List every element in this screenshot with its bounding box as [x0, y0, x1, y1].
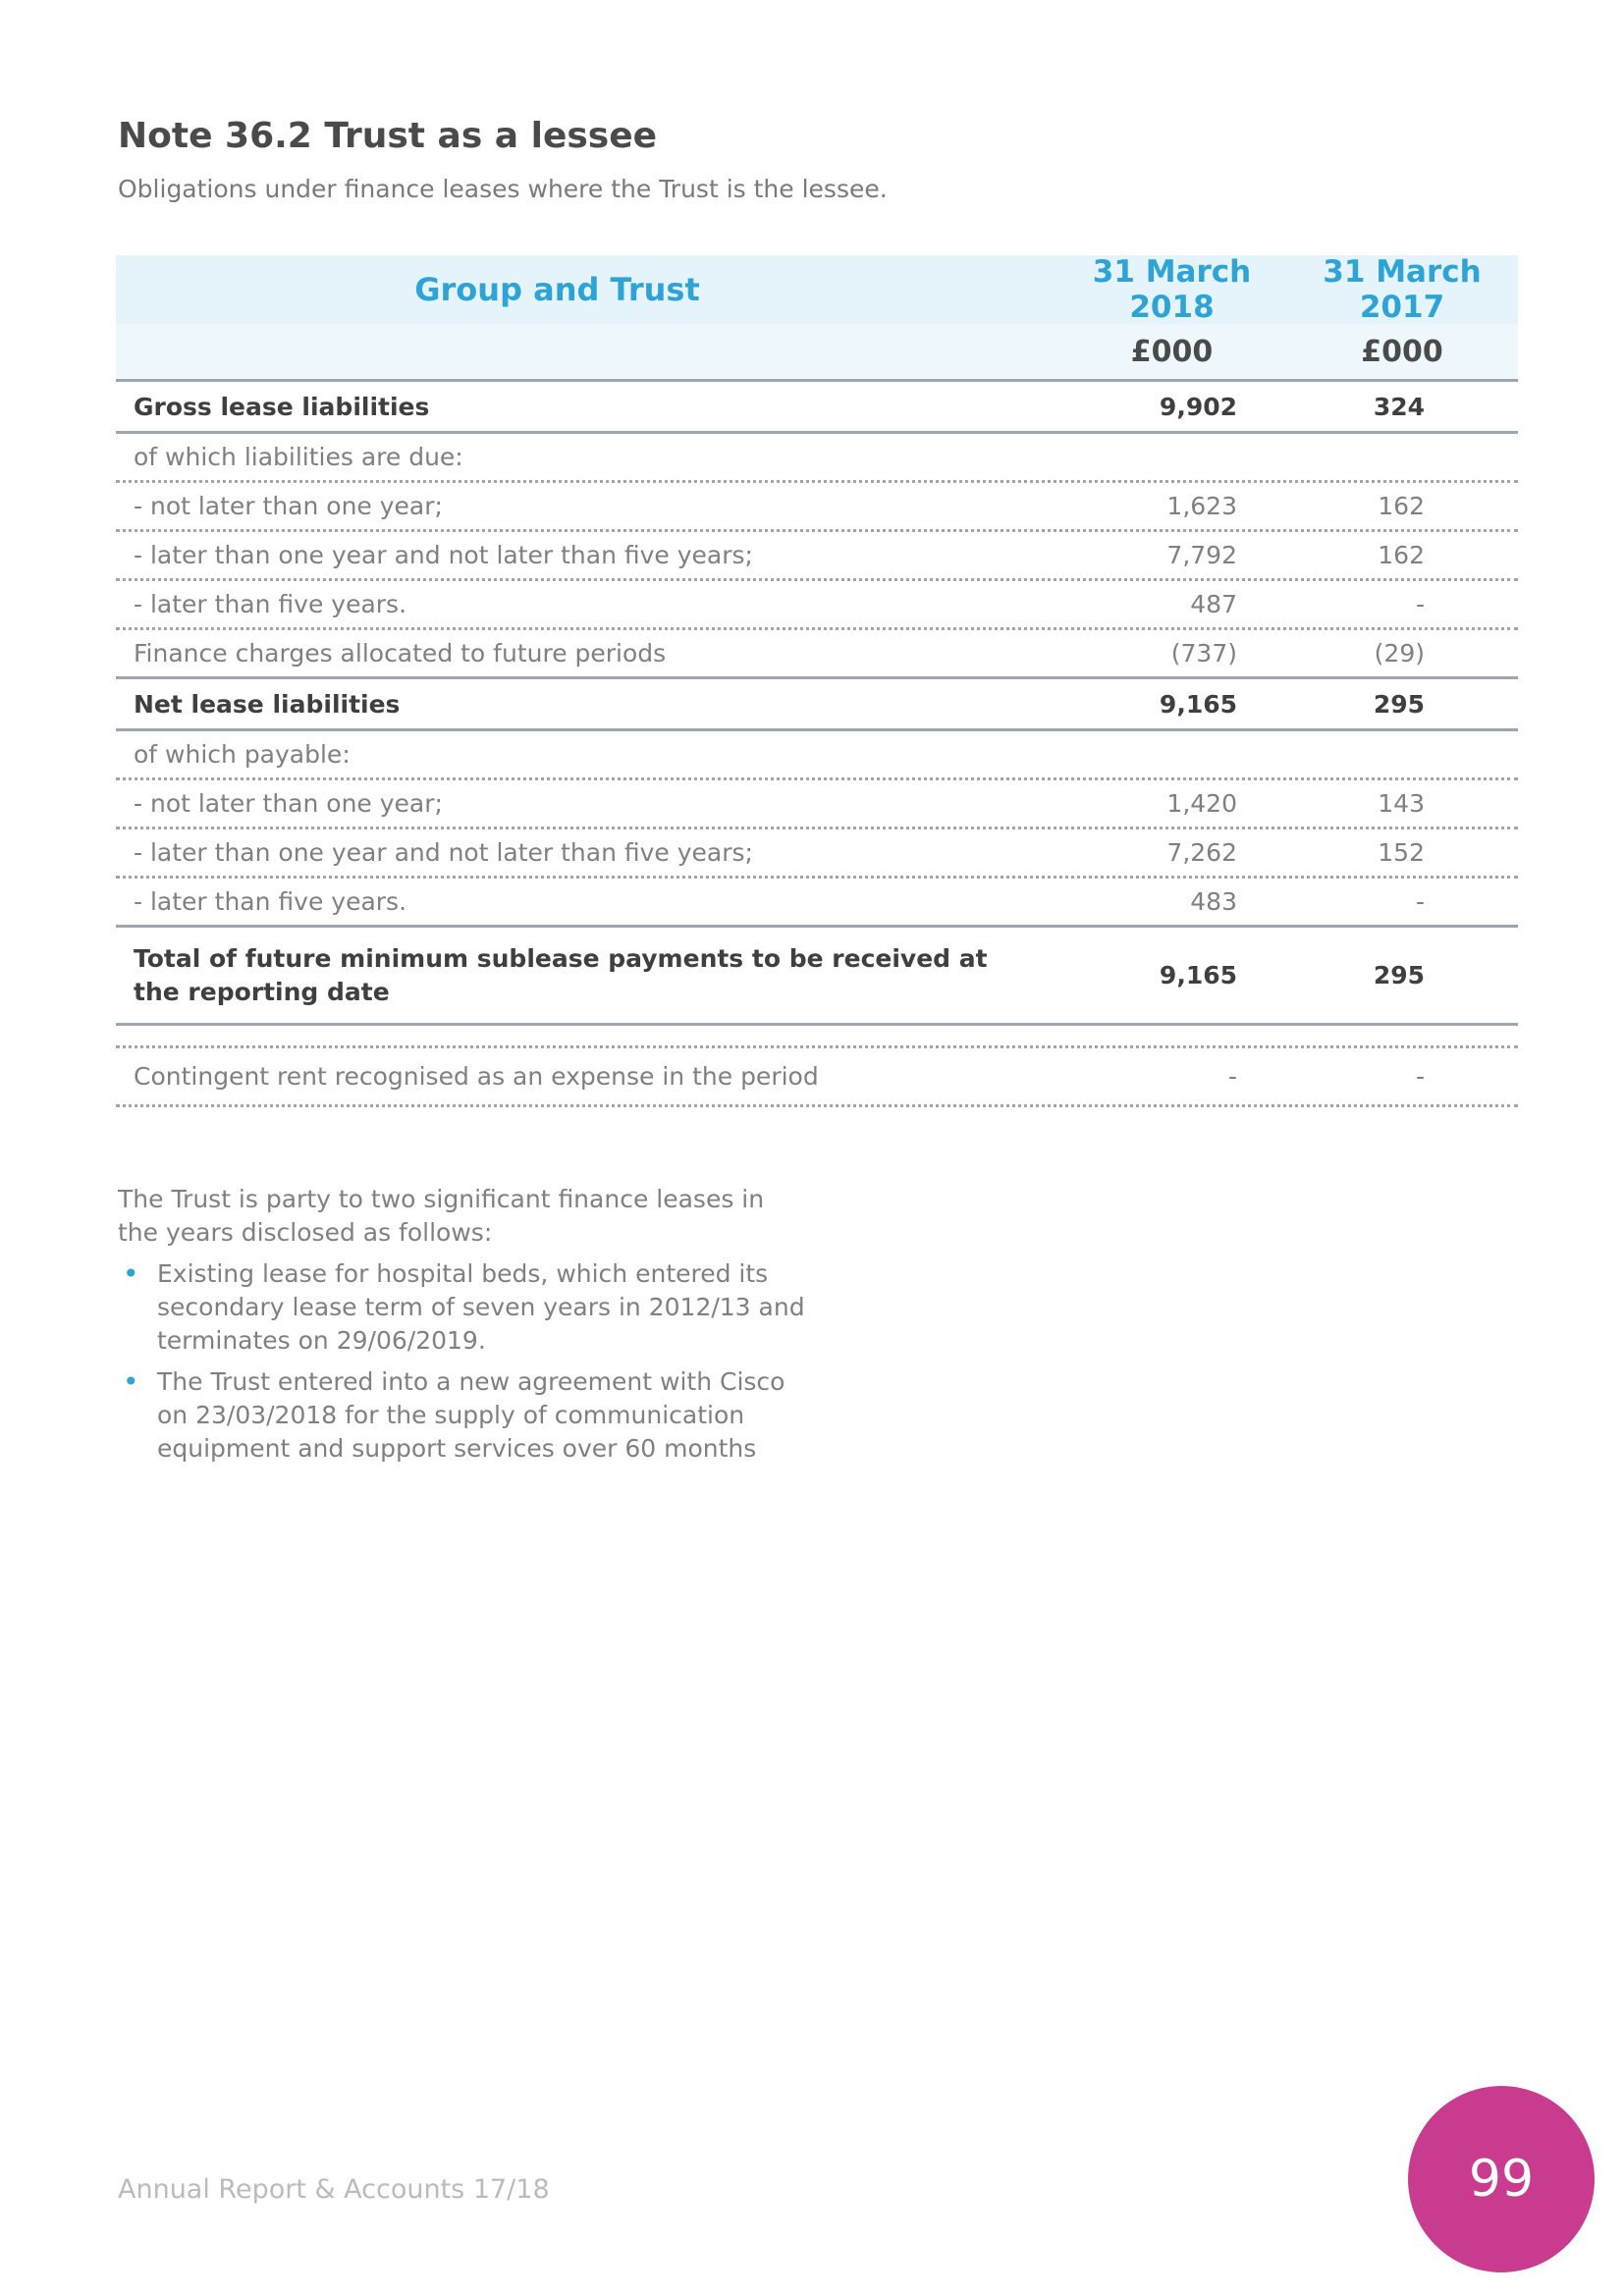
notes-list — [118, 1257, 805, 1466]
row-value-2017: - — [1415, 590, 1425, 618]
list-item-text: The Trust entered into a new agreement with Cisco on 23/03/2018 for the supply of communication equipment and support services over 60 months — [157, 1367, 785, 1463]
row-value-2017: 295 — [1373, 689, 1425, 719]
table-row — [116, 879, 1518, 928]
table-row — [116, 483, 1518, 532]
table-row — [116, 532, 1518, 581]
table-unit-row — [116, 324, 1518, 382]
page-subtitle: Obligations under finance leases where the Trust is the lessee. — [118, 175, 888, 203]
list-item — [118, 1365, 805, 1466]
row-value-2018: - — [1227, 1062, 1237, 1091]
list-item-text: Existing lease for hospital beds, which entered its secondary lease term of seven years in 2012/13 and terminates on 29/06/2019. — [157, 1259, 805, 1355]
lease-notes — [118, 1183, 805, 1473]
table-row — [116, 382, 1518, 434]
bullet-icon: • — [123, 1365, 139, 1398]
row-value-2018: (737) — [1170, 639, 1237, 667]
row-value-2017: - — [1415, 887, 1425, 916]
page-footer: Annual Report & Accounts 17/18 — [118, 2174, 550, 2205]
table-row — [116, 1048, 1518, 1107]
table-row — [116, 928, 1518, 1026]
header-group-label: Group and Trust — [414, 271, 700, 308]
row-value-2017: 162 — [1378, 541, 1425, 569]
row-label: Contingent rent recognised as an expense in the period — [134, 1062, 819, 1091]
row-value-2017: 162 — [1378, 492, 1425, 520]
table-row — [116, 581, 1518, 630]
table-row — [116, 630, 1518, 679]
row-value-2018: 1,623 — [1166, 492, 1237, 520]
list-item — [118, 1257, 805, 1358]
table-row — [116, 679, 1518, 731]
row-value-2018: 483 — [1190, 887, 1237, 916]
row-label: - later than one year and not later than five years; — [134, 838, 753, 867]
row-label: - later than five years. — [134, 887, 407, 916]
row-label: Total of future minimum sublease payments to be received at the reporting date — [134, 943, 988, 1006]
page-title: Note 36.2 Trust as a lessee — [118, 116, 658, 156]
row-value-2018: 1,420 — [1166, 789, 1237, 818]
row-value-2018: 487 — [1190, 590, 1237, 618]
table-row — [116, 780, 1518, 829]
row-value-2017: (29) — [1374, 639, 1425, 667]
row-value-2017: 324 — [1373, 392, 1425, 421]
table-row — [116, 731, 1518, 780]
row-value-2018: 9,165 — [1159, 689, 1237, 719]
row-value-2017: 152 — [1378, 838, 1425, 867]
header-2018: 31 March 2018 — [1092, 254, 1252, 325]
table-row — [116, 829, 1518, 879]
row-label: of which payable: — [134, 740, 351, 769]
row-label: - later than five years. — [134, 590, 407, 618]
notes-intro: The Trust is party to two significant finance leases in the years disclosed as follows: — [118, 1185, 765, 1247]
row-label: Net lease liabilities — [134, 689, 401, 719]
row-label: of which liabilities are due: — [134, 443, 463, 471]
row-label: Gross lease liabilities — [134, 392, 430, 421]
row-value-2017: - — [1415, 1062, 1425, 1091]
row-value-2017: 143 — [1378, 789, 1425, 818]
finance-lease-table — [116, 255, 1518, 1107]
row-value-2018: 7,792 — [1166, 541, 1237, 569]
row-value-2018: 9,902 — [1159, 392, 1237, 421]
page-number: 99 — [1408, 2086, 1595, 2272]
table-row — [116, 434, 1518, 483]
table-spacer — [116, 1026, 1518, 1048]
header-2017: 31 March 2017 — [1323, 254, 1482, 325]
table-header-row — [116, 255, 1518, 324]
row-label: Finance charges allocated to future periods — [134, 639, 667, 667]
unit-2017: £000 — [1361, 334, 1443, 369]
row-label: - later than one year and not later than five years; — [134, 541, 753, 569]
bullet-icon: • — [123, 1257, 139, 1290]
row-value-2017: 295 — [1373, 960, 1425, 989]
row-label: - not later than one year; — [134, 789, 443, 818]
row-value-2018: 7,262 — [1166, 838, 1237, 867]
row-value-2018: 9,165 — [1159, 960, 1237, 989]
row-label: - not later than one year; — [134, 492, 443, 520]
unit-2018: £000 — [1130, 334, 1214, 369]
